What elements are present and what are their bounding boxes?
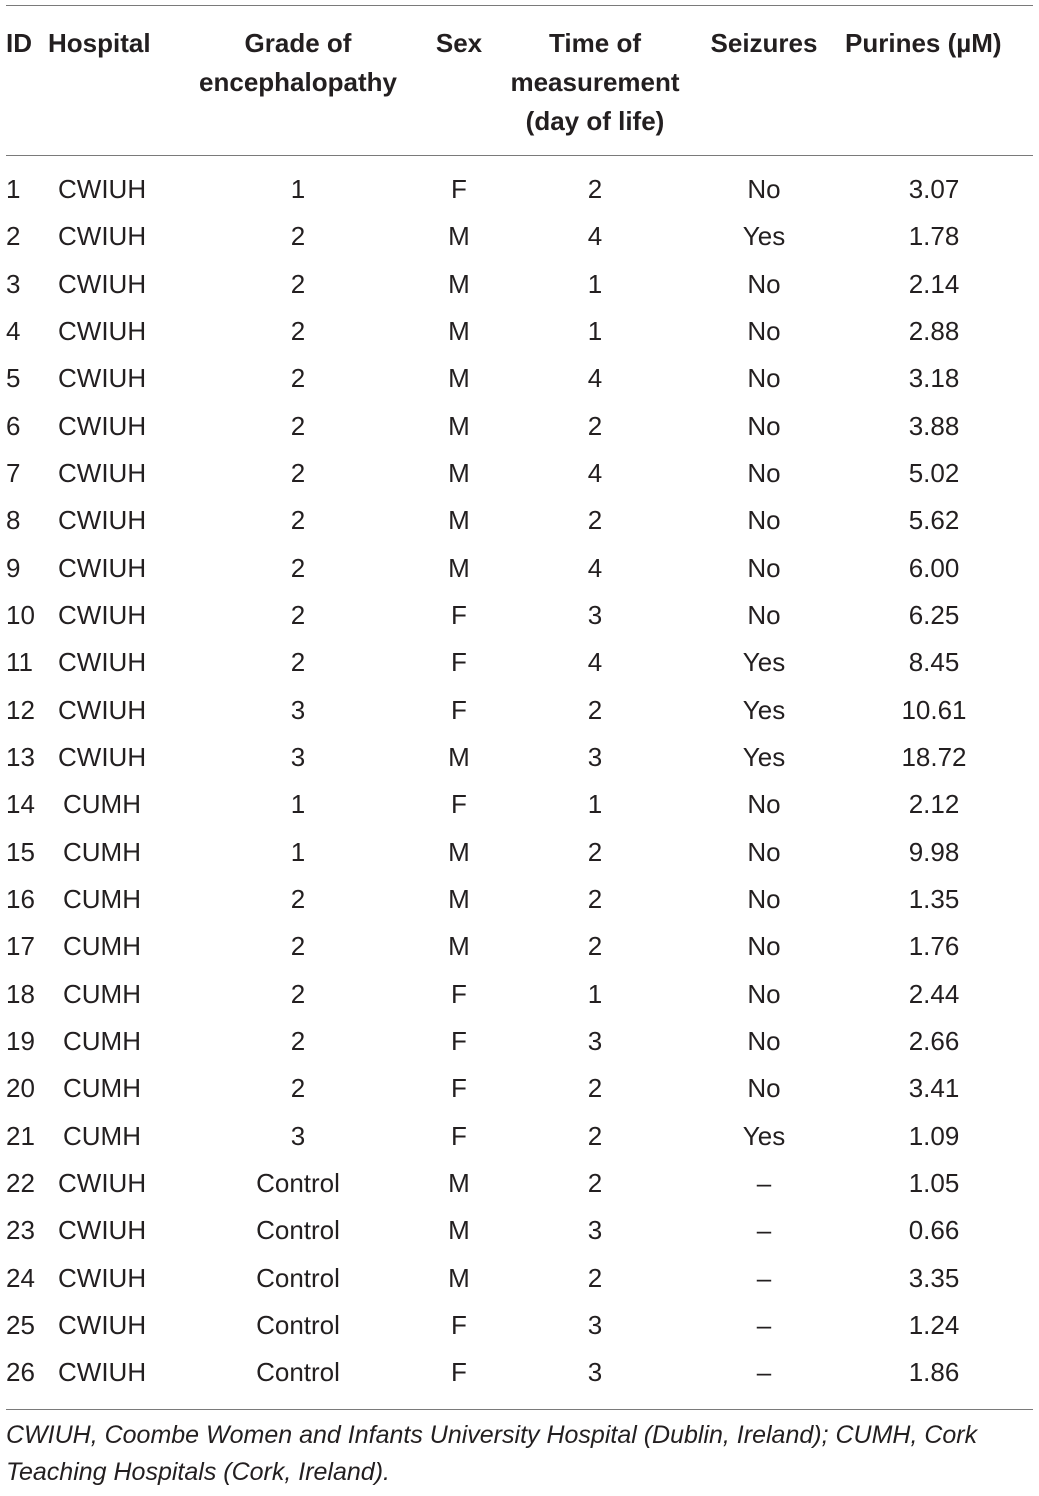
cell-sex: F (451, 978, 467, 1009)
cell-hospital: CWIUH (58, 647, 147, 678)
cell-seizures: No (747, 1073, 781, 1104)
cell-hospital: CWIUH (58, 505, 147, 536)
table-row (0, 639, 1039, 686)
cell-sex: F (451, 647, 467, 678)
cell-hospital: CUMH (63, 978, 141, 1009)
table-row (0, 971, 1039, 1018)
cell-sex: M (448, 221, 470, 252)
cell-purines: 3.07 (908, 174, 960, 204)
cell-hospital: CWIUH (58, 315, 147, 346)
cell-seizures: No (747, 599, 781, 630)
cell-hospital: CWIUH (58, 1357, 147, 1388)
cell-seizures: No (747, 789, 781, 820)
cell-sex: M (448, 268, 470, 299)
cell-seizures: No (747, 315, 781, 346)
cell-id: 13 (6, 741, 35, 772)
table-row (0, 1018, 1039, 1065)
cell-seizures: Yes (742, 694, 786, 725)
table-footnote: CWIUH, Coombe Women and Infants University Hospital (Dublin, Ireland); CUMH, Cork Teaching Hospitals (Cork, Ireland). (6, 1421, 978, 1486)
cell-grade: 3 (290, 694, 306, 725)
cell-grade: 2 (290, 457, 306, 488)
cell-time: 3 (587, 741, 603, 772)
table-row (0, 592, 1039, 639)
cell-seizures: – (756, 1262, 772, 1293)
cell-time: 3 (587, 1025, 603, 1056)
cell-seizures: No (747, 1025, 781, 1056)
cell-time: 3 (587, 1357, 603, 1388)
cell-sex: M (448, 836, 470, 867)
cell-seizures: – (756, 1309, 772, 1340)
cell-grade: Control (256, 1215, 340, 1246)
cell-sex: F (451, 1309, 467, 1340)
cell-purines: 6.00 (908, 552, 960, 583)
cell-purines: 1.05 (908, 1167, 960, 1198)
cell-id: 24 (6, 1262, 35, 1293)
cell-seizures: No (747, 552, 781, 583)
table-row (0, 403, 1039, 450)
cell-time: 1 (587, 789, 603, 820)
table-row (0, 1255, 1039, 1302)
cell-seizures: No (747, 363, 781, 394)
cell-seizures: No (747, 836, 781, 867)
table-bottom-rule (6, 1409, 1033, 1410)
cell-time: 4 (587, 363, 603, 394)
header-time: Time of measurement (day of life) (510, 28, 680, 136)
cell-sex: M (448, 363, 470, 394)
cell-purines: 2.88 (908, 315, 960, 346)
cell-id: 12 (6, 694, 35, 725)
cell-seizures: No (747, 457, 781, 488)
cell-purines: 5.02 (908, 457, 960, 488)
cell-purines: 6.25 (908, 599, 960, 630)
cell-purines: 18.72 (901, 741, 967, 772)
cell-time: 1 (587, 315, 603, 346)
cell-purines: 3.41 (908, 1073, 960, 1104)
cell-seizures: – (756, 1215, 772, 1246)
cell-grade: 2 (290, 978, 306, 1009)
cell-sex: M (448, 410, 470, 441)
cell-purines: 1.76 (908, 931, 960, 962)
cell-hospital: CWIUH (58, 1215, 147, 1246)
cell-hospital: CWIUH (58, 1309, 147, 1340)
cell-id: 8 (6, 505, 21, 536)
table-body (0, 166, 1039, 1397)
cell-grade: 2 (290, 599, 306, 630)
cell-sex: F (451, 1073, 467, 1104)
cell-grade: 3 (290, 1120, 306, 1151)
cell-seizures: No (747, 505, 781, 536)
cell-purines: 2.14 (908, 268, 960, 299)
cell-purines: 5.62 (908, 505, 960, 536)
cell-id: 11 (6, 647, 33, 678)
cell-sex: F (451, 789, 467, 820)
table-row (0, 545, 1039, 592)
table-row (0, 213, 1039, 260)
cell-id: 7 (6, 457, 21, 488)
cell-id: 20 (6, 1073, 35, 1104)
cell-seizures: Yes (742, 1120, 786, 1151)
header-hospital: Hospital (48, 28, 151, 58)
cell-sex: M (448, 457, 470, 488)
cell-id: 1 (6, 174, 21, 204)
table-row (0, 734, 1039, 781)
table-row (0, 1113, 1039, 1160)
cell-sex: F (451, 599, 467, 630)
cell-hospital: CWIUH (58, 599, 147, 630)
header-grade: Grade of encephalopathy (199, 28, 397, 97)
cell-sex: F (451, 1357, 467, 1388)
table-row (0, 1160, 1039, 1207)
cell-id: 23 (6, 1215, 35, 1246)
cell-hospital: CWIUH (58, 268, 147, 299)
header-id: ID (6, 28, 32, 58)
cell-id: 17 (6, 931, 35, 962)
cell-purines: 3.35 (908, 1262, 960, 1293)
cell-purines: 9.98 (908, 836, 960, 867)
cell-grade: 2 (290, 221, 306, 252)
cell-time: 4 (587, 647, 603, 678)
cell-id: 4 (6, 315, 21, 346)
cell-id: 26 (6, 1357, 35, 1388)
cell-hospital: CWIUH (58, 1262, 147, 1293)
header-seizures: Seizures (710, 28, 818, 58)
cell-time: 4 (587, 457, 603, 488)
cell-hospital: CWIUH (58, 410, 147, 441)
cell-id: 3 (6, 268, 21, 299)
cell-sex: F (451, 1120, 467, 1151)
table-row (0, 497, 1039, 544)
cell-grade: 2 (290, 1025, 306, 1056)
cell-grade: 2 (290, 315, 306, 346)
cell-id: 10 (6, 599, 35, 630)
cell-grade: 2 (290, 410, 306, 441)
cell-seizures: Yes (742, 741, 786, 772)
cell-seizures: No (747, 931, 781, 962)
cell-time: 2 (587, 505, 603, 536)
cell-time: 2 (587, 1167, 603, 1198)
cell-sex: M (448, 741, 470, 772)
cell-id: 22 (6, 1167, 35, 1198)
table-row (0, 308, 1039, 355)
cell-hospital: CUMH (63, 883, 141, 914)
cell-purines: 1.09 (908, 1120, 960, 1151)
cell-hospital: CWIUH (58, 552, 147, 583)
table-top-rule (6, 5, 1033, 6)
table-row (0, 1065, 1039, 1112)
cell-sex: M (448, 552, 470, 583)
cell-sex: M (448, 1167, 470, 1198)
cell-id: 21 (6, 1120, 35, 1151)
cell-purines: 0.66 (908, 1215, 960, 1246)
cell-seizures: No (747, 978, 781, 1009)
table-row (0, 1207, 1039, 1254)
table-row (0, 781, 1039, 828)
cell-id: 5 (6, 363, 21, 394)
cell-id: 16 (6, 883, 35, 914)
cell-id: 19 (6, 1025, 35, 1056)
cell-time: 2 (587, 174, 603, 204)
cell-id: 25 (6, 1309, 35, 1340)
cell-time: 2 (587, 1073, 603, 1104)
cell-sex: F (451, 1025, 467, 1056)
cell-hospital: CWIUH (58, 1167, 147, 1198)
cell-id: 6 (6, 410, 21, 441)
cell-purines: 1.24 (908, 1309, 960, 1340)
cell-purines: 1.78 (908, 221, 960, 252)
cell-time: 2 (587, 883, 603, 914)
header-sex: Sex (435, 28, 483, 58)
cell-time: 2 (587, 931, 603, 962)
cell-hospital: CUMH (63, 1073, 141, 1104)
cell-grade: 2 (290, 647, 306, 678)
cell-time: 4 (587, 221, 603, 252)
cell-hospital: CWIUH (58, 363, 147, 394)
header-purines: Purines (µM) (845, 28, 1002, 58)
cell-sex: M (448, 931, 470, 962)
cell-grade: Control (256, 1357, 340, 1388)
table-row (0, 1302, 1039, 1349)
table-row (0, 923, 1039, 970)
cell-grade: 2 (290, 505, 306, 536)
table-row (0, 829, 1039, 876)
cell-grade: Control (256, 1262, 340, 1293)
cell-time: 2 (587, 410, 603, 441)
cell-sex: F (451, 174, 467, 204)
cell-time: 3 (587, 599, 603, 630)
cell-grade: 3 (290, 741, 306, 772)
cell-id: 14 (6, 789, 35, 820)
cell-purines: 2.44 (908, 978, 960, 1009)
cell-grade: 2 (290, 268, 306, 299)
cell-purines: 1.86 (908, 1357, 960, 1388)
cell-seizures: No (747, 883, 781, 914)
table-row (0, 687, 1039, 734)
cell-time: 2 (587, 694, 603, 725)
cell-hospital: CUMH (63, 836, 141, 867)
cell-time: 3 (587, 1215, 603, 1246)
cell-purines: 8.45 (908, 647, 960, 678)
cell-sex: F (451, 694, 467, 725)
cell-seizures: No (747, 410, 781, 441)
cell-purines: 2.12 (908, 789, 960, 820)
table-row (0, 876, 1039, 923)
cell-sex: M (448, 1215, 470, 1246)
cell-hospital: CWIUH (58, 457, 147, 488)
table-row (0, 450, 1039, 497)
cell-grade: Control (256, 1167, 340, 1198)
cell-purines: 10.61 (901, 694, 967, 725)
cell-sex: M (448, 315, 470, 346)
table-row (0, 355, 1039, 402)
cell-id: 2 (6, 221, 21, 252)
cell-time: 1 (587, 978, 603, 1009)
cell-seizures: – (756, 1167, 772, 1198)
cell-sex: M (448, 505, 470, 536)
cell-grade: 1 (290, 174, 306, 204)
cell-time: 1 (587, 268, 603, 299)
cell-purines: 1.35 (908, 883, 960, 914)
table-row (0, 261, 1039, 308)
table-row (0, 166, 1039, 213)
cell-id: 9 (6, 552, 21, 583)
cell-hospital: CWIUH (58, 221, 147, 252)
cell-grade: 2 (290, 1073, 306, 1104)
cell-hospital: CUMH (63, 1025, 141, 1056)
cell-purines: 3.88 (908, 410, 960, 441)
cell-id: 15 (6, 836, 35, 867)
cell-time: 2 (587, 836, 603, 867)
cell-grade: 2 (290, 931, 306, 962)
cell-grade: 1 (290, 789, 306, 820)
cell-sex: M (448, 883, 470, 914)
cell-grade: Control (256, 1309, 340, 1340)
cell-time: 2 (587, 1262, 603, 1293)
table-header-rule (6, 155, 1033, 156)
cell-time: 4 (587, 552, 603, 583)
cell-seizures: Yes (742, 647, 786, 678)
cell-hospital: CWIUH (58, 694, 147, 725)
cell-purines: 2.66 (908, 1025, 960, 1056)
cell-hospital: CWIUH (58, 174, 147, 204)
cell-seizures: Yes (742, 221, 786, 252)
cell-seizures: No (747, 268, 781, 299)
cell-sex: M (448, 1262, 470, 1293)
cell-purines: 3.18 (908, 363, 960, 394)
cell-hospital: CUMH (63, 789, 141, 820)
table-row (0, 1349, 1039, 1396)
cell-hospital: CWIUH (58, 741, 147, 772)
cell-hospital: CUMH (63, 931, 141, 962)
cell-seizures: No (747, 174, 781, 204)
cell-time: 3 (587, 1309, 603, 1340)
cell-grade: 2 (290, 552, 306, 583)
cell-grade: 2 (290, 883, 306, 914)
cell-time: 2 (587, 1120, 603, 1151)
cell-seizures: – (756, 1357, 772, 1388)
cell-grade: 1 (290, 836, 306, 867)
cell-hospital: CUMH (63, 1120, 141, 1151)
cell-grade: 2 (290, 363, 306, 394)
cell-id: 18 (6, 978, 35, 1009)
